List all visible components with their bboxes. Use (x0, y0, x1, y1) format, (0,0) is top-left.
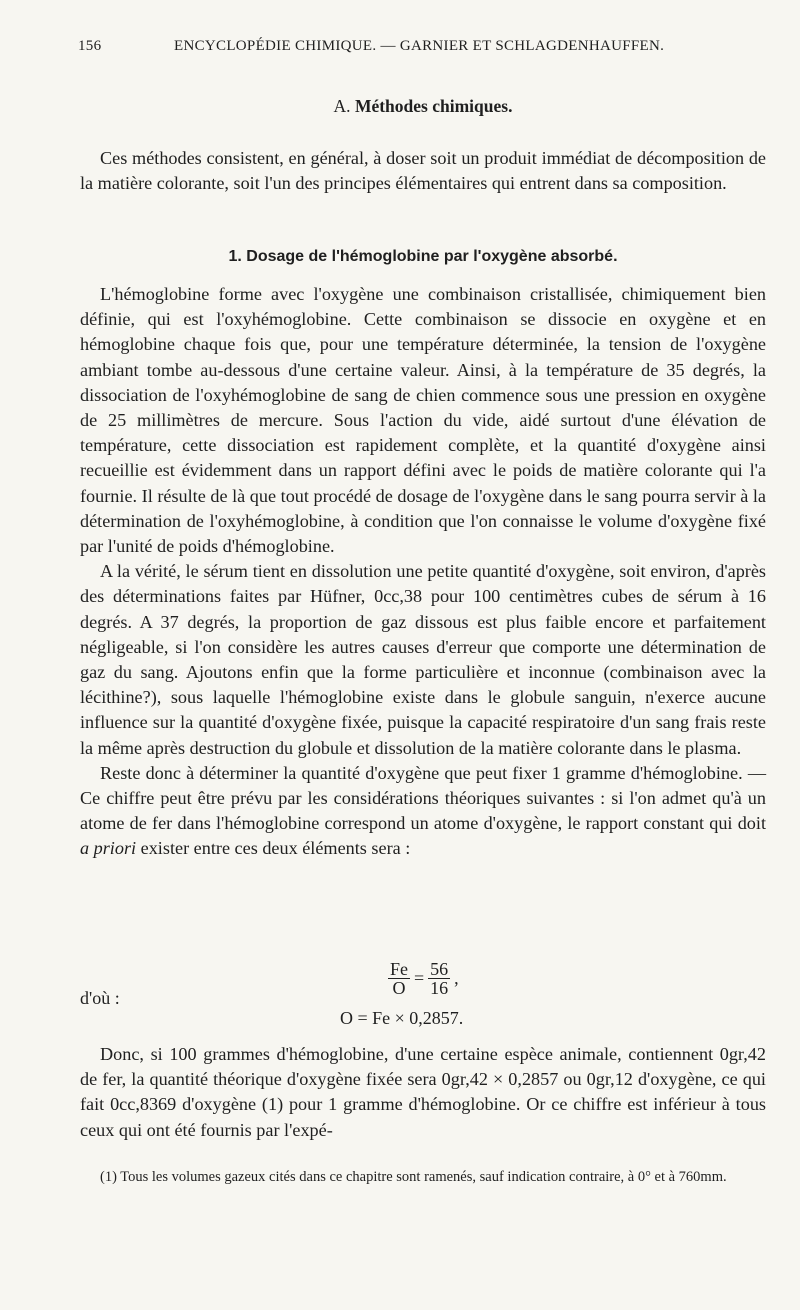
equation-oxygen: O = Fe × 0,2857. (340, 1008, 464, 1028)
paragraph-donc: Donc, si 100 grammes d'hémoglobine, d'une certaine espèce animale, contiennent 0gr,42 de fer, la quantité théorique d'oxygène fixée sera 0gr,42 × 0,2857 ou 0gr,12 d'oxygène, ce qui fait 0cc,8369 d'oxygène (1) pour 1 gramme d'hémoglobine. Or ce chiffre est inférieur à tous ceux qui ont été fournis par l'expé- (80, 1044, 766, 1140)
section-heading (80, 96, 766, 117)
paragraph-oxyhemoglobine: L'hémoglobine forme avec l'oxygène une combinaison cristallisée, chimiquement bien définie, qui est l'oxyhémoglobine. Cette combinaison se dissocie en oxygène et en hémoglobine chaque fois que, pour une température déterminée, la tension de l'oxygène ambiant tombe au-dessous d'une certaine valeur. Ainsi, à la température de 35 degrés, la dissociation de l'oxyhémoglobine de sang de chien commence sous une pression en oxygène de 25 millimètres de mercure. Sous l'action du vide, aidé surtout d'une élévation de température, cette dissociation est rapidement complète, et la quantité d'oxygène ainsi recueillie est évidemment dans un rapport défini avec le poids de matière colorante qui l'a fournie. Il résulte de là que tout procédé de dosage de l'oxygène dans le sang pourra servir à la détermination de l'oxyhémoglobine, à condition que l'on connaisse le volume d'oxygène fixé par l'unité de poids d'hémoglobine. (80, 284, 766, 557)
paragraph-reste: Reste donc à déterminer la quantité d'oxygène que peut fixer 1 gramme d'hémoglobine. — Ce chiffre peut être prévu par les considérations théoriques suivantes : si l'on admet qu'à un atome de fer dans l'hémoglobine correspond un atome d'oxygène, le rapport constant qui doit a priori exister entre ces deux éléments sera : (80, 762, 766, 859)
equation-ratio: $\frac{Fe}{O}$ = $\frac{56}{16}$ , (390, 959, 459, 998)
a-priori-emphasis: a priori (80, 838, 137, 859)
page-number: 156 (78, 38, 102, 54)
subsection-heading: 1. Dosage de l'hémoglobine par l'oxygène absorbé. (228, 248, 618, 265)
running-title: ENCYCLOPÉDIE CHIMIQUE. — GARNIER ET SCHLAGDENHAUFFEN. (174, 38, 665, 54)
body-block-1 (80, 282, 766, 862)
footnote: (1) Tous les volumes gazeux cités dans ce chapitre sont ramenés, sauf indication contraire, à 0° et à 760mm. (100, 1169, 727, 1185)
section-title: Méthodes chimiques. (354, 96, 513, 116)
intro-block (80, 146, 766, 196)
intro-paragraph: Ces méthodes consistent, en général, à doser soit un produit immédiat de décomposition de la matière colorante, soit l'un des principes élémentaires qui entrent dans sa composition. (80, 148, 766, 194)
dou-label: d'où : (80, 988, 120, 1008)
body-block-2 (80, 1042, 766, 1143)
fraction-56-16: $\frac{56}{16}$ (430, 959, 449, 998)
fraction-fe-o: $\frac{Fe}{O}$ (390, 959, 408, 998)
paragraph-serum: A la vérité, le sérum tient en dissolution une petite quantité d'oxygène, soit environ, d'après des déterminations faites par Hüfner, 0cc,38 pour 100 centimètres cubes de sérum à 16 degrés. A 37 degrés, la proportion de gaz dissous est plus faible encore et parfaitement négligeable, si l'on considère les autres causes d'erreur que comporte une détermination de gaz du sang. Ajoutons enfin que la forme particulière et inconnue (combinaison avec la lécithine?), sous laquelle l'hémoglobine existe dans le globule sanguin, n'exerce aucune influence sur la quantité d'oxygène fixée, puisque la capacité respiratoire d'un sang frais reste la même après destruction du globule et dissolution de la matière colorante dans le plasma. (80, 561, 766, 758)
section-prefix: A. (333, 96, 351, 116)
